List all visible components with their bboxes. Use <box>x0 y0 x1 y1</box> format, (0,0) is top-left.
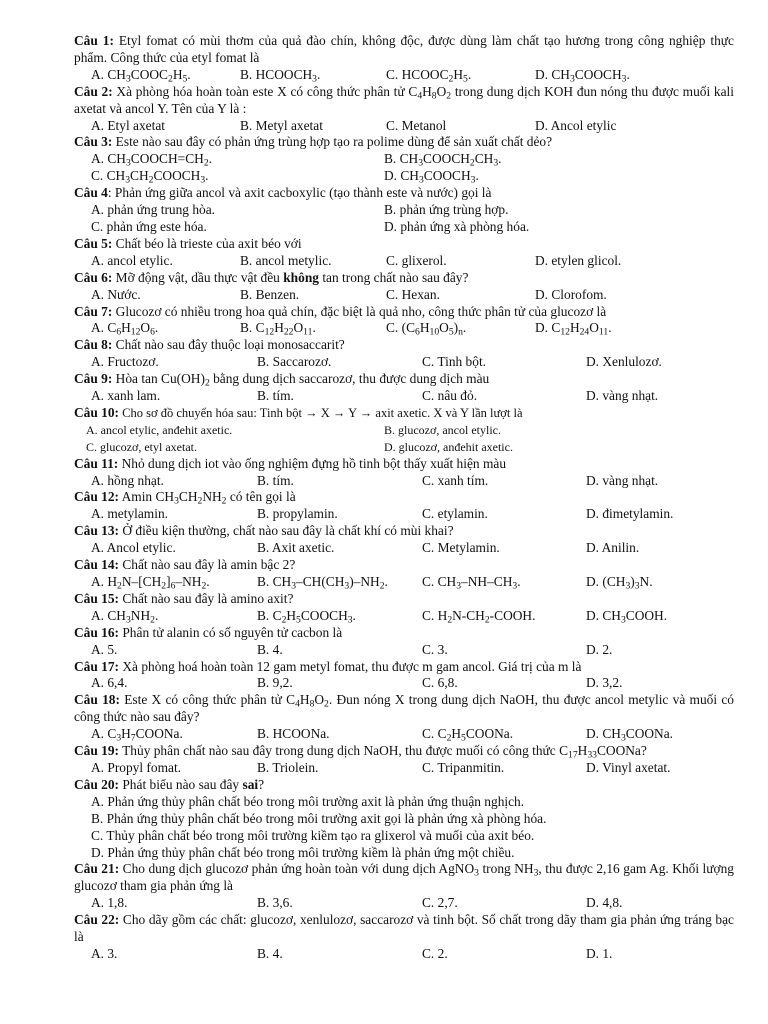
option-b: B. $CH_3-CH(CH_3)-NH_2$. <box>257 574 388 592</box>
question-5 <box>74 236 734 270</box>
option-c: C. 2. <box>422 945 448 961</box>
question-text: Cho sơ đồ chuyển hóa sau: Tinh bột → X → Y → axit axetic. X và Y lần lượt là <box>119 405 523 420</box>
question-4 <box>74 185 734 236</box>
option-a: A. ancol etylic, anđehit axetic. <box>86 422 233 437</box>
option-d: D. etylen glicol. <box>535 252 622 268</box>
option-d: D. $CH_3COOCH_3$. <box>535 66 630 85</box>
option-d: D. $C_{12}H_{24}O_{11}$. <box>535 320 612 338</box>
question-text: Glucozơ có nhiều trong hoa quả chín, đặc biệt là quả nho, công thức phân tử của glucozơ là <box>112 303 607 319</box>
option-a: A. Ancol etylic. <box>91 540 176 556</box>
option-b: B. Metyl axetat <box>240 117 323 133</box>
option-a: A. metylamin. <box>91 506 168 522</box>
option-a: A. Phản ứng thủy phân chất béo trong môi trường axit là phản ứng thuận nghịch. <box>91 793 525 809</box>
question-6 <box>74 270 734 304</box>
question-text: Thủy phân chất nào sau đây trong dung dịch NaOH, thu được muối có công thức $C_{17}H_{33}COONa$? <box>119 743 647 761</box>
option-d: D. Xenlulozơ. <box>586 354 662 370</box>
question-label: Câu 18: <box>74 692 120 708</box>
option-a: A. $CH_3COOCH=CH_2$. <box>91 151 212 169</box>
question-emphasis: không <box>283 269 319 285</box>
question-text: Chất nào sau đây là amin bậc 2? <box>119 557 296 573</box>
option-b: B. tím. <box>257 472 294 488</box>
option-c: C. nâu đỏ. <box>422 388 478 404</box>
option-d: D. vàng nhạt. <box>586 388 659 404</box>
option-b: B. Axit axetic. <box>257 540 335 556</box>
question-label: Câu 5: <box>74 235 113 251</box>
question-21 <box>74 861 734 912</box>
question-label: Câu 7: <box>74 303 113 319</box>
question-label: Câu 14: <box>74 557 120 573</box>
option-b: B. HCOONa. <box>257 726 330 742</box>
question-9 <box>74 371 734 405</box>
option-b: B. 4. <box>257 945 283 961</box>
question-text: Hòa $\tan Cu(OH)_2$ bằng dung dịch saccarozơ, thu được dung dịch màu <box>112 371 490 389</box>
question-text: Phát biểu nào sau đây <box>119 776 243 792</box>
question-text: Mỡ động vật, dầu thực vật đều <box>112 269 284 285</box>
option-c: C. 2,7. <box>422 895 458 911</box>
option-c: C. phản ứng este hóa. <box>91 218 207 234</box>
option-b: B. ancol metylic. <box>240 252 332 268</box>
option-a: A. $CH_3NH_2$. <box>91 607 159 626</box>
option-c: C. $HCOOC_2H_5$. <box>386 66 472 85</box>
question-11 <box>74 456 734 490</box>
option-d: D. phản ứng xà phòng hóa. <box>384 218 530 234</box>
option-c: C. 3. <box>422 641 448 657</box>
option-d: D. đimetylamin. <box>586 506 674 522</box>
question-label: Câu 20: <box>74 776 120 792</box>
question-label: Câu 9: <box>74 371 113 387</box>
question-label: Câu 13: <box>74 523 120 539</box>
question-text: Nhỏ dung dịch iot vào ống nghiệm đựng hồ tinh bột thấy xuất hiện màu <box>118 455 507 471</box>
question-text: Ở điều kiện thường, chất nào sau đây là chất khí có mùi khai? <box>119 523 454 539</box>
option-b: B. 3,6. <box>257 895 293 911</box>
option-d: D. $CH_3COOCH_3$. <box>384 168 479 186</box>
option-c: C. Metanol <box>386 117 447 133</box>
option-a: A. Propyl fomat. <box>91 759 182 775</box>
option-c: C. $CH_3CH_2COOCH_3$. <box>91 168 209 186</box>
question-emphasis: sai <box>242 776 259 792</box>
option-a: A. Nước. <box>91 286 141 302</box>
question-label: Câu 12: <box>74 489 120 505</box>
option-d: D. $(CH_3)_3N$. <box>586 574 653 592</box>
option-b: B. 4. <box>257 641 283 657</box>
question-3 <box>74 134 734 185</box>
question-label: Câu 16: <box>74 624 120 640</box>
option-a: A. $C_3H_7COONa$. <box>91 726 183 744</box>
question-label: Câu 11: <box>74 455 119 471</box>
option-a: A. $H_2N-[CH_2]_6-NH_2$. <box>91 574 210 592</box>
option-b: B. phản ứng trùng hợp. <box>384 202 509 218</box>
question-text-end: ? <box>258 776 265 792</box>
option-a: A. Etyl axetat <box>91 117 165 133</box>
option-d: D. 4,8. <box>586 895 623 911</box>
question-20 <box>74 777 734 862</box>
question-8 <box>74 337 734 371</box>
question-label: Câu 2: <box>74 83 113 99</box>
question-text: Chất nào sau đây thuộc loại monosaccarit? <box>112 337 345 353</box>
question-14 <box>74 557 734 591</box>
option-c: C. $CH_3-NH-CH_3$. <box>422 574 521 592</box>
question-text: Cho dung dịch glucozơ phản ứng hoàn toàn với dung dịch AgNO$_3$ trong $NH_3$, thu được 2,16 gam Ag. Khối lượng glucozơ tham gia phản ứng là <box>74 861 735 894</box>
option-b: B. $CH_3COOCH_2CH_3$. <box>384 151 502 169</box>
question-text: Etyl fomat có mùi thơm của quả đào chín, không độc, được dùng làm chất tạo hương trong công nghiệp thực phẩm. Công thức của etyl fomat là <box>74 33 734 65</box>
option-b: B. glucozơ, ancol etylic. <box>384 422 501 437</box>
option-a: A. 3. <box>91 945 118 961</box>
question-label: Câu 1: <box>74 33 114 48</box>
question-13 <box>74 523 734 557</box>
option-c: C. $H_2N-CH_2$-COOH. <box>422 607 536 626</box>
question-label: Câu 3: <box>74 134 113 150</box>
option-c: C. $C_2H_5COONa$. <box>422 726 514 744</box>
option-d: D. Vinyl axetat. <box>586 759 671 775</box>
question-17 <box>74 659 734 693</box>
option-d: D. Phản ứng thủy phân chất béo trong môi trường kiềm là phản ứng một chiều. <box>91 844 515 860</box>
option-c: C. etylamin. <box>422 506 488 522</box>
question-label: Câu 19: <box>74 743 120 759</box>
option-a: A. xanh lam. <box>91 388 161 404</box>
option-c: C. glixerol. <box>386 252 447 268</box>
option-b: B. $C_{12}H_{22}O_{11}$. <box>240 320 316 338</box>
question-label: Câu 17: <box>74 658 120 674</box>
option-c: C. Tinh bột. <box>422 354 487 370</box>
question-text-end: tan trong chất nào sau đây? <box>318 269 469 285</box>
question-2 <box>74 84 734 135</box>
option-c: C. xanh tím. <box>422 472 489 488</box>
question-text: Amin $CH_3CH_2NH_2$ có tên gọi là <box>119 489 296 507</box>
option-c: C. Thủy phân chất béo trong môi trường kiềm tạo ra glixerol và muối của axit béo. <box>91 827 535 843</box>
option-a: A. phản ứng trung hòa. <box>91 202 216 218</box>
option-d: D. glucozơ, anđehit axetic. <box>384 439 513 454</box>
option-b: B. 9,2. <box>257 675 293 691</box>
option-c: C. Metylamin. <box>422 540 500 556</box>
option-b: B. Benzen. <box>240 286 300 302</box>
question-22 <box>74 912 734 963</box>
option-c: C. Hexan. <box>386 286 440 302</box>
question-text: Chất béo là trieste của axit béo với <box>112 235 302 251</box>
question-label: Câu 4 <box>74 185 108 201</box>
question-label: Câu 21: <box>74 861 120 877</box>
option-c: C. Tripanmitin. <box>422 759 505 775</box>
option-d: D. $CH_3COONa$. <box>586 726 674 744</box>
option-c: C. $(C_6H_{10}O_5)_n$. <box>386 320 467 338</box>
question-text: Xà phòng hoá hoàn toàn 12 gam metyl fomat, thu được m gam ancol. Giá trị của m là <box>119 658 582 674</box>
question-18 <box>74 692 734 743</box>
question-label: Câu 6: <box>74 269 113 285</box>
option-c: C. glucozơ, etyl axetat. <box>86 439 197 454</box>
option-a: A. $C_6H_{12}O_6$. <box>91 320 159 338</box>
option-d: D. Anilin. <box>586 540 640 556</box>
question-text: Este nào sau đây có phản ứng trùng hợp tạo ra polime dùng để sản xuất chất dẻo? <box>112 134 553 150</box>
question-10 <box>74 405 734 456</box>
option-b: B. Triolein. <box>257 759 319 775</box>
option-a: A. $CH_3COOC_2H_5$. <box>91 66 191 85</box>
question-12 <box>74 489 734 523</box>
option-d: D. 2. <box>586 641 613 657</box>
question-label: Câu 15: <box>74 590 120 606</box>
question-19 <box>74 743 734 777</box>
option-a: A. ancol etylic. <box>91 252 173 268</box>
question-text: Cho dãy gồm các chất: glucozơ, xenlulozơ, saccarozơ và tinh bột. Số chất trong dãy tham gia phản ứng tráng bạc là <box>74 912 734 945</box>
option-d: D. 3,2. <box>586 675 623 691</box>
question-7 <box>74 304 734 338</box>
option-d: D. 1. <box>586 945 613 961</box>
option-a: A. 1,8. <box>91 895 128 911</box>
option-a: A. Fructozơ. <box>91 354 159 370</box>
option-b: B. Saccarozơ. <box>257 354 332 370</box>
question-16 <box>74 625 734 659</box>
question-text: Este X có công thức phân tử $C_4H_8O_2$. Đun nóng X trong dung dịch NaOH, thu được ancol metylic và muối có công thức nào sau đây? <box>74 692 734 725</box>
question-1 <box>74 33 734 84</box>
option-d: D. Ancol etylic <box>535 117 617 133</box>
option-d: D. Clorofom. <box>535 286 607 302</box>
question-label: Câu 10: <box>74 404 120 420</box>
option-b: B. propylamin. <box>257 506 338 522</box>
option-b: B. $HCOOCH_3$. <box>240 66 321 85</box>
question-label: Câu 8: <box>74 337 113 353</box>
option-d: D. vàng nhạt. <box>586 472 659 488</box>
question-text: Xà phòng hóa hoàn toàn este X có công thức phân tử $C_4H_8O_2$ trong dung dịch KOH đun nóng thu được muối kali axetat và ancol Y. Tên của Y là : <box>74 83 734 116</box>
question-text: Chất nào sau đây là amino axit? <box>119 590 294 606</box>
option-a: A. hồng nhạt. <box>91 472 164 488</box>
question-label: Câu 22: <box>74 912 120 928</box>
option-c: C. 6,8. <box>422 675 458 691</box>
option-d: D. $CH_3COOH$. <box>586 607 668 626</box>
question-text: Phân tử alanin có số nguyên tử cacbon là <box>119 624 343 640</box>
option-a: A. 5. <box>91 641 118 657</box>
question-text: : Phản ứng giữa ancol và axit cacboxylic (tạo thành este và nước) gọi là <box>107 185 492 201</box>
option-b: B. $C_2H_5COOCH_3$. <box>257 607 356 626</box>
option-b: B. Phản ứng thủy phân chất béo trong môi trường axit gọi là phản ứng xà phòng hóa. <box>91 810 547 826</box>
question-15 <box>74 591 734 625</box>
option-b: B. tím. <box>257 388 294 404</box>
option-a: A. 6,4. <box>91 675 128 691</box>
